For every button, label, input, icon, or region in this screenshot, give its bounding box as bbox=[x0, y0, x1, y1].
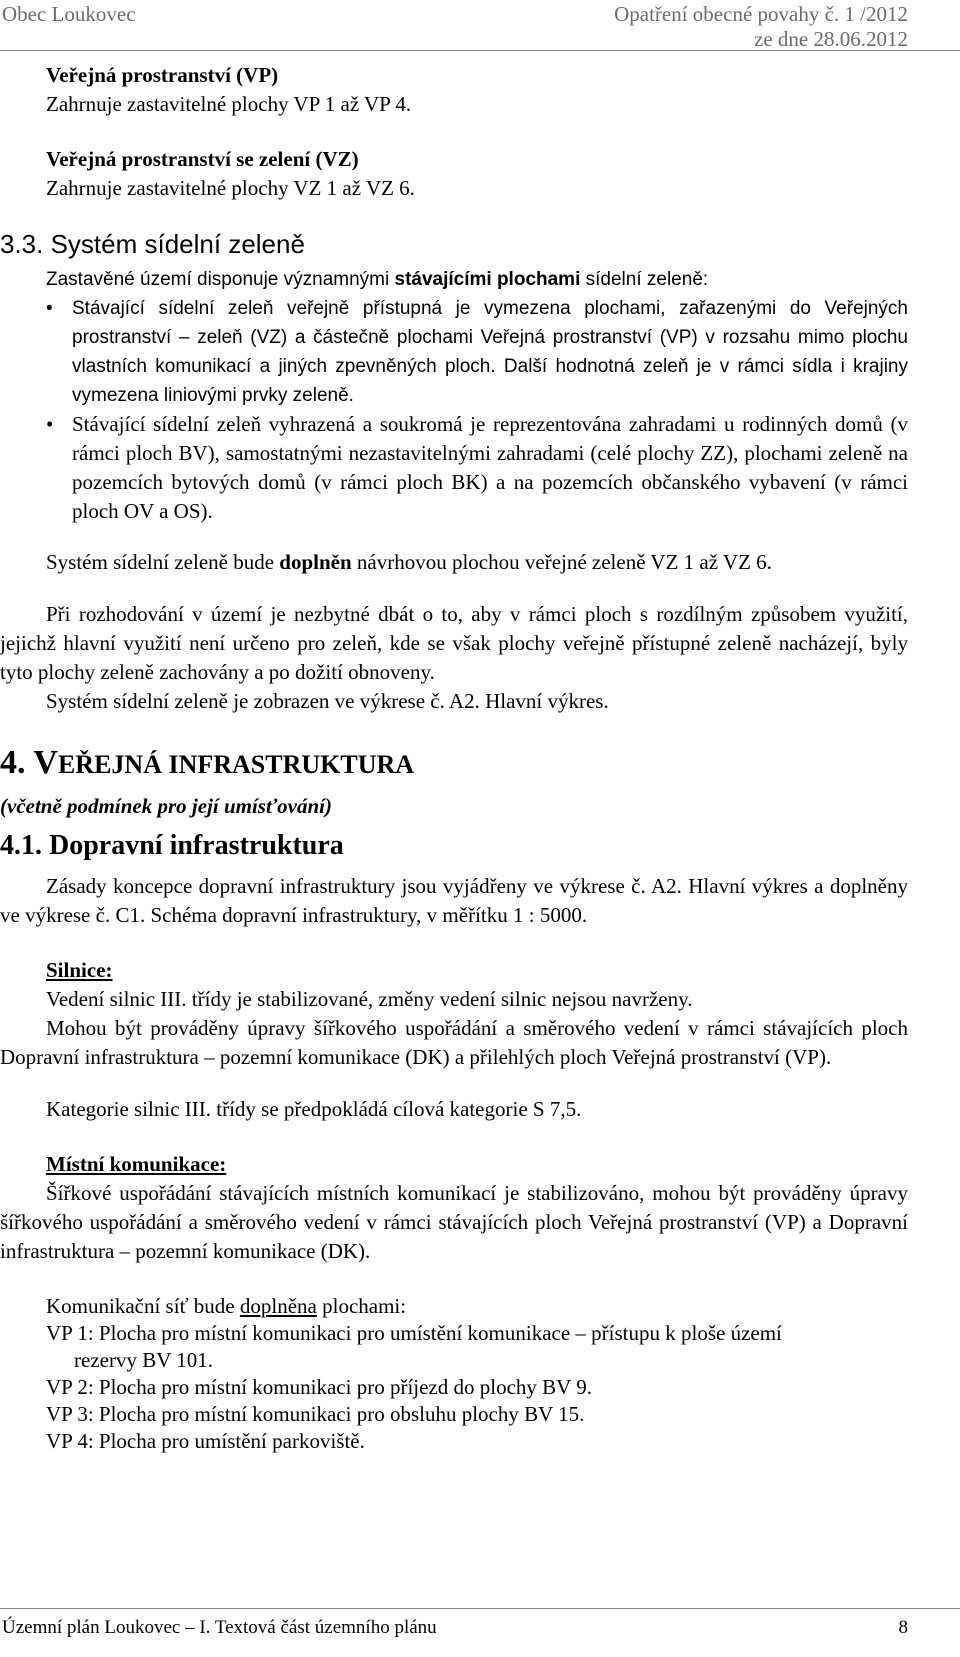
page-footer bbox=[0, 1608, 960, 1638]
section-heading-4: 4. VEŘEJNÁ INFRASTRUKTURA bbox=[0, 744, 415, 781]
green-decision-paragraph: Při rozhodování v území je nezbytné dbát o to, aby v rámci ploch s rozdílným způsobem využití, jejichž hlavní využití není určeno pro zeleň, kde se však plochy veřejně přístupné zeleně nacházejí, byly tyto plochy zeleně zachovány a po dožití obnoveny. bbox=[0, 602, 908, 684]
header-date: ze dne 28.06.2012 bbox=[754, 27, 908, 51]
vp-item-1-continued: rezervy BV 101. bbox=[74, 1348, 213, 1372]
local-roads-heading: Místní komunikace: bbox=[46, 1152, 227, 1176]
roads-adjustments: Mohou být prováděny úpravy šířkového uspořádání a směrového vedení v rámci stávajících ploch Dopravní infrastruktura – pozemní komunikace (DK) a přilehlých ploch Veřejná prostranství (VP). bbox=[0, 1016, 908, 1069]
network-complement: Komunikační síť bude doplněna plochami: bbox=[46, 1294, 407, 1318]
vp-text: Zahrnuje zastavitelné plochy VP 1 až VP 4. bbox=[46, 92, 412, 116]
transport-principles: Zásady koncepce dopravní infrastruktury jsou vyjádřeny ve výkrese č. A2. Hlavní výkres a doplněny ve výkrese č. C1. Schéma dopravní infrastruktury, v měřítku 1 : 5000. bbox=[0, 874, 908, 927]
vp-item-3: VP 3: Plocha pro místní komunikaci pro obsluhu plochy BV 15. bbox=[46, 1402, 585, 1426]
bullet-icon: • bbox=[46, 298, 53, 319]
bullet-icon: • bbox=[46, 412, 54, 436]
header-decree: Opatření obecné povahy č. 1 /2012 bbox=[614, 2, 908, 26]
green-bullet-private bbox=[46, 410, 908, 526]
page-header bbox=[0, 0, 960, 51]
vp-item-1: VP 1: Plocha pro místní komunikaci pro umístění komunikace – přístupu k ploše území bbox=[46, 1321, 782, 1345]
green-shown-in: Systém sídelní zeleně je zobrazen ve výkrese č. A2. Hlavní výkres. bbox=[46, 689, 609, 713]
local-roads-paragraph: Šířkové uspořádání stávajících místních komunikací je stabilizováno, mohou být prováděny úpravy šířkového uspořádání a směrového vedení v rámci stávajících ploch Veřejná prostranství (VP) a Dopravní infrastruktura – pozemní komunikace (DK). bbox=[0, 1181, 908, 1263]
roads-stabilized: Vedení silnic III. třídy je stabilizované, změny vedení silnic nejsou navrženy. bbox=[46, 987, 693, 1011]
section-4-subtitle: (včetně podmínek pro její umísťování) bbox=[0, 794, 332, 818]
section-heading-3-3: 3.3. Systém sídelní zeleně bbox=[0, 229, 305, 259]
header-municipality: Obec Loukovec bbox=[2, 2, 136, 26]
page-number: 8 bbox=[898, 1617, 908, 1638]
green-complement: Systém sídelní zeleně bude doplněn návrhovou plochou veřejné zeleně VZ 1 až VZ 6. bbox=[46, 550, 772, 574]
vp-item-4: VP 4: Plocha pro umístění parkoviště. bbox=[46, 1429, 365, 1453]
vp-item-2: VP 2: Plocha pro místní komunikaci pro příjezd do plochy BV 9. bbox=[46, 1375, 592, 1399]
header-document-info bbox=[614, 2, 908, 52]
green-bullet-public bbox=[46, 294, 908, 410]
vz-title: Veřejná prostranství se zelení (VZ) bbox=[46, 147, 359, 171]
section-heading-4-1: 4.1. Dopravní infrastruktura bbox=[0, 830, 344, 861]
bullet-text: Stávající sídelní zeleň veřejně přístupná je vymezena plochami, zařazenými do Veřejných prostranství – zeleň (VZ) a částečně plochami Veřejná prostranství (VP) v rozsahu mimo plochu vlastních komunikací a jiných zpevněných ploch. Další hodnotná zeleň je v rámci sídla i krajiny vymezena liniovými prvky zeleně. bbox=[72, 298, 908, 406]
bullet-text: Stávající sídelní zeleň vyhrazená a soukromá je reprezentována zahradami u rodinných domů (v rámci ploch BV), samostatnými nezastavitelnými zahradami (celé plochy ZZ), plochami zeleně na pozemcích bytových domů (v rámci ploch BK) a na pozemcích občanského vybavení (v rámci ploch OV a OS). bbox=[72, 412, 908, 523]
vp-title: Veřejná prostranství (VP) bbox=[46, 63, 279, 87]
roads-category: Kategorie silnic III. třídy se předpokládá cílová kategorie S 7,5. bbox=[46, 1097, 582, 1121]
green-intro: Zastavěné území disponuje významnými stávajícími plochami sídelní zeleně: bbox=[46, 269, 709, 290]
roads-heading: Silnice: bbox=[46, 958, 113, 982]
vz-text: Zahrnuje zastavitelné plochy VZ 1 až VZ 6. bbox=[46, 176, 415, 200]
footer-document-title: Územní plán Loukovec – I. Textová část územního plánu bbox=[2, 1617, 437, 1638]
